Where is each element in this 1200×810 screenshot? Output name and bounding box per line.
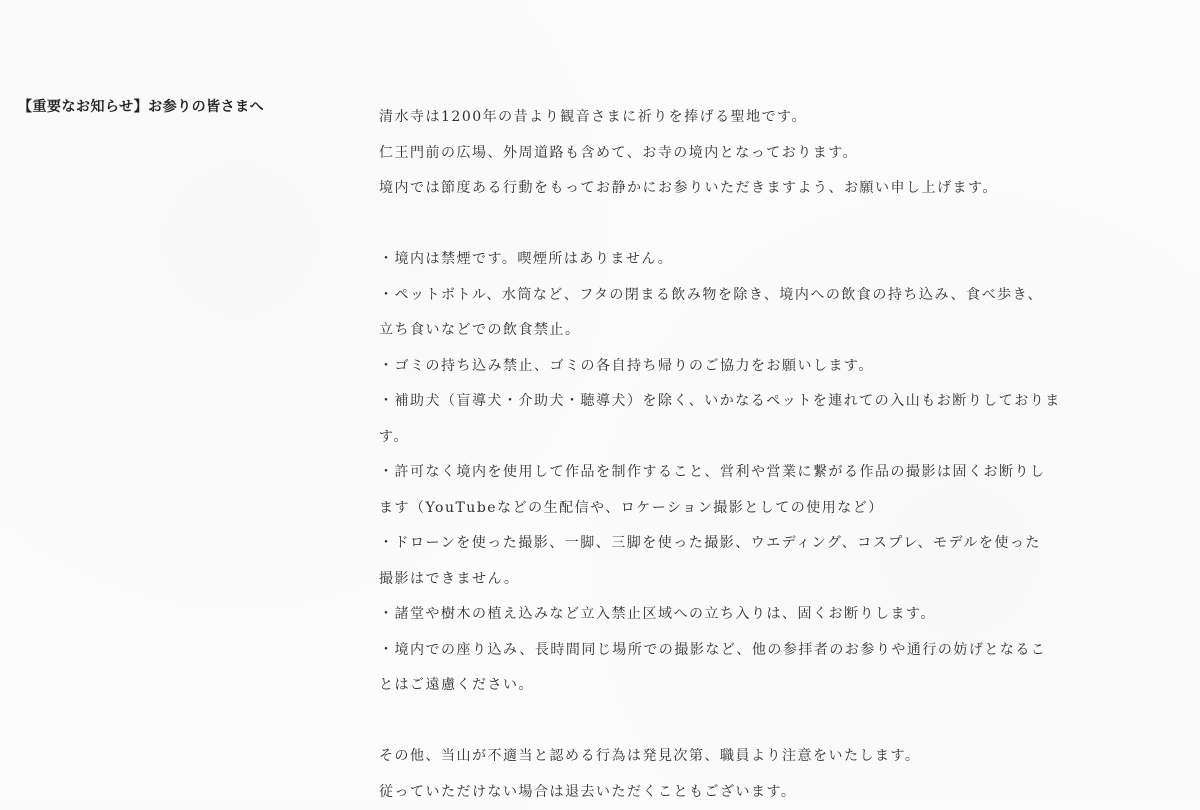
notice-body <box>379 100 1131 810</box>
closing-line: 従っていただけない場合は退去いただくこともございます。 <box>379 775 1131 810</box>
rule-line: 撮影はできません。 <box>379 562 1131 598</box>
rule-line: ・境内は禁煙です。喫煙所はありません。 <box>379 242 1131 278</box>
intro-line: 仁王門前の広場、外周道路も含めて、お寺の境内となっております。 <box>379 136 1131 172</box>
notice-title: 【重要なお知らせ】お参りの皆さまへ <box>18 96 264 116</box>
rule-line: ・ゴミの持ち込み禁止、ゴミの各自持ち帰りのご協力をお願いします。 <box>379 349 1131 385</box>
rule-line: 立ち食いなどでの飲食禁止。 <box>379 313 1131 349</box>
rule-line: す。 <box>379 420 1131 456</box>
rule-line: ・ペットボトル、水筒など、フタの閉まる飲み物を除き、境内への飲食の持ち込み、食べ歩き、 <box>379 278 1131 314</box>
rule-line: ・補助犬（盲導犬・介助犬・聴導犬）を除く、いかなるペットを連れての入山もお断りしておりま <box>379 384 1131 420</box>
closing-line: その他、当山が不適当と認める行為は発見次第、職員より注意をいたします。 <box>379 739 1131 775</box>
rule-line: とはご遠慮ください。 <box>379 668 1131 704</box>
paragraph-spacer <box>379 207 1131 243</box>
rule-line: ・境内での座り込み、長時間同じ場所での撮影など、他の参拝者のお参りや通行の妨げとなるこ <box>379 633 1131 669</box>
paragraph-spacer <box>379 704 1131 740</box>
rule-line: ・ドローンを使った撮影、一脚、三脚を使った撮影、ウエディング、コスプレ、モデルを使った <box>379 526 1131 562</box>
rule-line: ます（YouTubeなどの生配信や、ロケーション撮影としての使用など） <box>379 491 1131 527</box>
intro-line: 境内では節度ある行動をもってお静かにお参りいただきますよう、お願い申し上げます。 <box>379 171 1131 207</box>
rule-line: ・諸堂や樹木の植え込みなど立入禁止区域への立ち入りは、固くお断りします。 <box>379 597 1131 633</box>
intro-line: 清水寺は1200年の昔より観音さまに祈りを捧げる聖地です。 <box>379 100 1131 136</box>
rule-line: ・許可なく境内を使用して作品を制作すること、営利や営業に繋がる作品の撮影は固くお断りし <box>379 455 1131 491</box>
